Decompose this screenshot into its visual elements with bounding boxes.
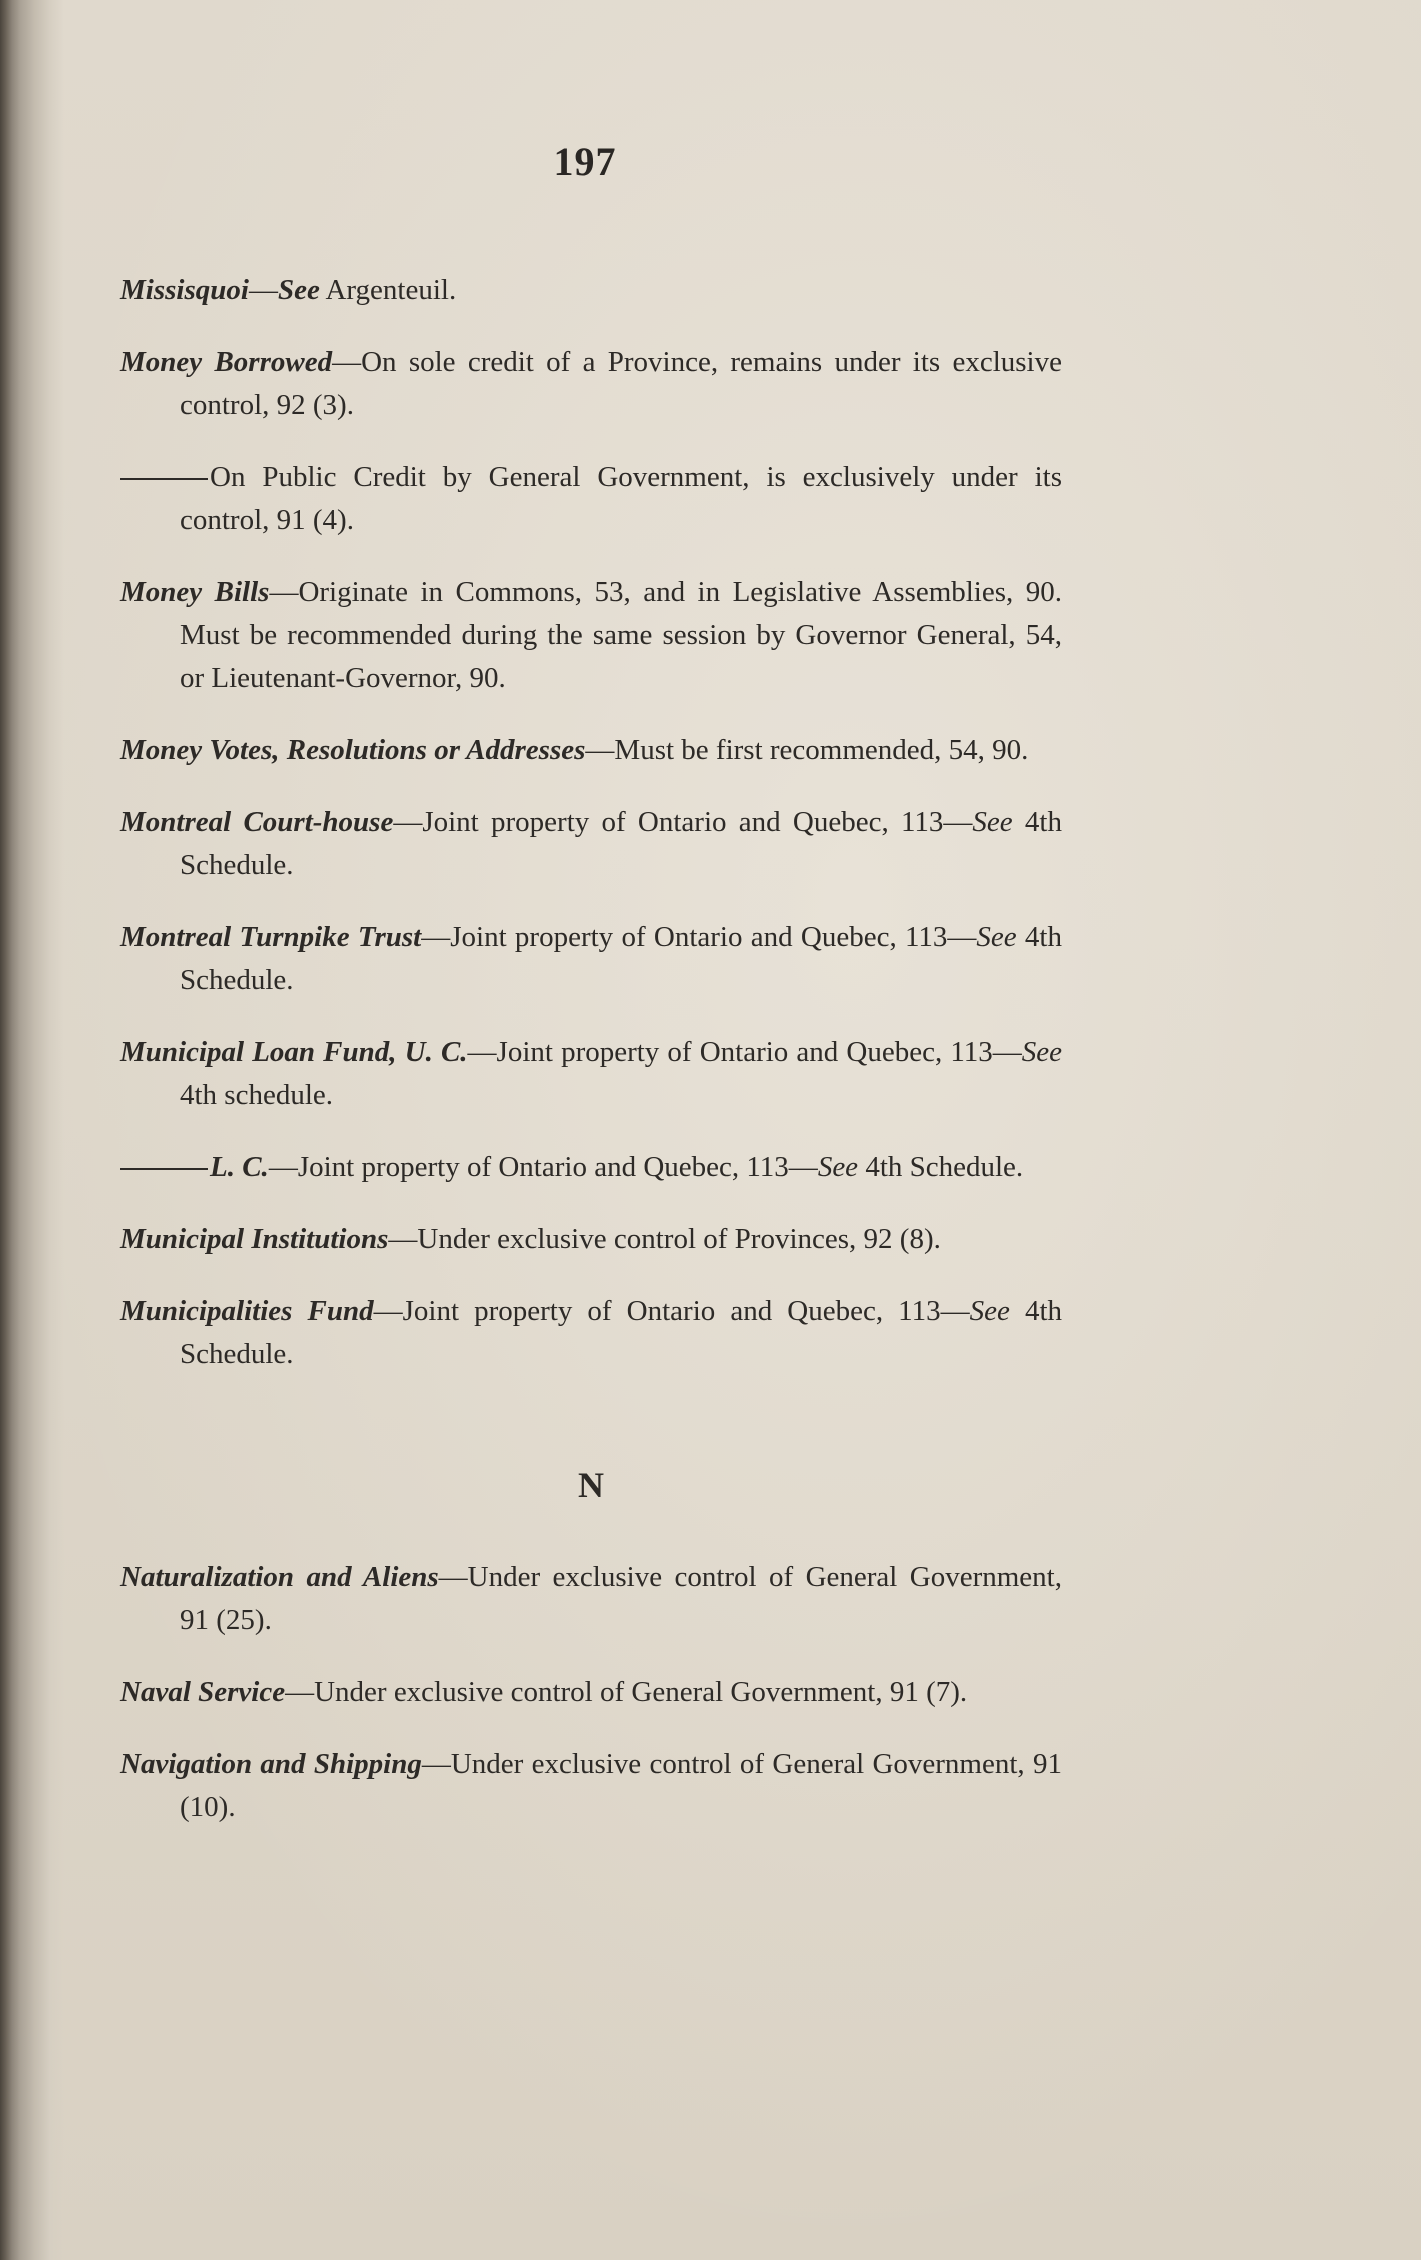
index-entry-municipal-loan-fund-lc: L. C.—Joint property of Ontario and Quebec, 113—See 4th Schedule. [120,1146,1062,1189]
index-entries [120,240,1062,1856]
index-entry-navigation-shipping: Navigation and Shipping—Under exclusive control of General Government, 91 (10). [120,1748,1062,1823]
index-entry-municipal-loan-fund-uc: Municipal Loan Fund, U. C.—Joint property of Ontario and Quebec, 113—See 4th schedule. [120,1036,1062,1111]
index-entry-money-bills: Money Bills—Originate in Commons, 53, and in Legislative Assemblies, 90. Must be recommended during the same session by Governor General, 54, or Lieutenant-Governor, 90. [120,576,1063,694]
index-entry-money-borrowed: Money Borrowed—On sole credit of a Province, remains under its exclusive control, 92 (3). [120,346,1062,421]
index-entry-municipalities-fund: Municipalities Fund—Joint property of Ontario and Quebec, 113—See 4th Schedule. [120,1295,1063,1370]
index-entry-montreal-turnpike-trust: Montreal Turnpike Trust—Joint property of Ontario and Quebec, 113—See 4th Schedule. [120,921,1062,996]
index-entry-naturalization: Naturalization and Aliens—Under exclusive control of General Government, 91 (25). [120,1561,1062,1636]
ditto-dash [120,478,208,480]
index-entry-missisquoi: Missisquoi—See Argenteuil. [120,274,457,306]
ditto-dash [120,1168,208,1170]
index-entry-naval-service: Naval Service—Under exclusive control of General Government, 91 (7). [120,1676,968,1708]
page-number: 197 [553,139,617,184]
book-spine-shadow [0,0,64,2260]
index-entry-money-borrowed-public-credit: On Public Credit by General Government, is exclusively under its control, 91 (4). [120,456,1062,542]
index-entry-montreal-court-house: Montreal Court-house—Joint property of Ontario and Quebec, 113—See 4th Schedule. [120,806,1062,881]
section-letter: N [578,1465,604,1505]
index-entry-money-votes: Money Votes, Resolutions or Addresses—Must be first recommended, 54, 90. [120,734,1029,766]
index-entry-municipal-institutions: Municipal Institutions—Under exclusive control of Provinces, 92 (8). [120,1223,941,1255]
